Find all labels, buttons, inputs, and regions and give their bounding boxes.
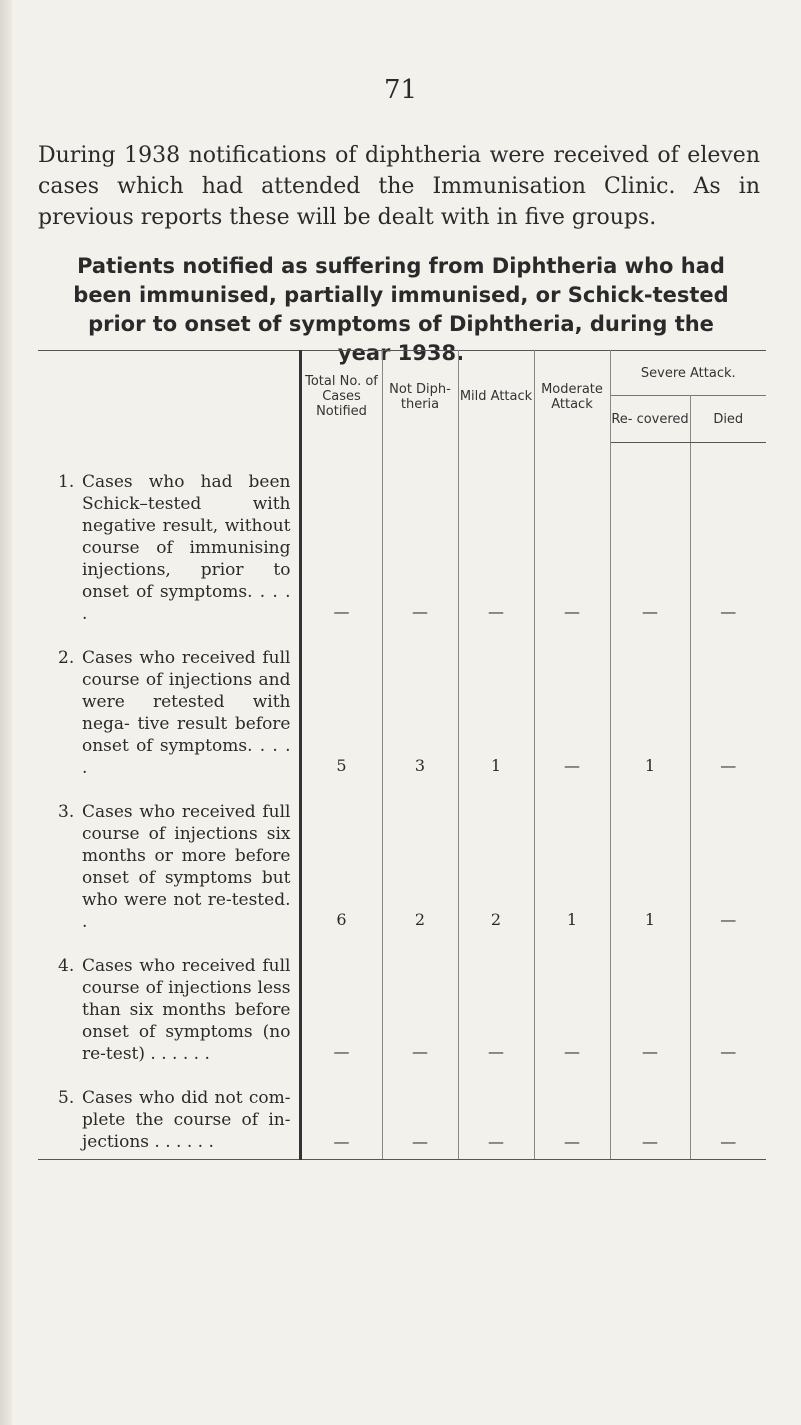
page-number: 71 [383, 75, 418, 105]
cell-total: 6 [300, 783, 382, 937]
cell-died: — [690, 1069, 766, 1160]
cell-not-diphtheria: — [382, 443, 458, 629]
cell-died: — [720, 1041, 737, 1061]
row-label-text: Cases who received full course of injections six months or more before onset of symptoms but who were not re-tested. . [82, 801, 291, 932]
cell-recovered: — [610, 937, 690, 1069]
page-binding-edge [0, 0, 12, 1425]
table-row [38, 783, 766, 937]
row-number: 5. [58, 1087, 75, 1108]
cell-moderate: — [534, 1069, 610, 1160]
diphtheria-cases-table [38, 350, 766, 1160]
cell-total: — [300, 937, 382, 1069]
cell-recovered: — [610, 443, 690, 629]
cell-died: — [720, 601, 737, 621]
cell-recovered: — [610, 1069, 690, 1160]
table-row [38, 443, 766, 629]
cell-mild: 2 [458, 783, 534, 937]
cell-not-diphtheria: 3 [382, 629, 458, 783]
cell-moderate: — [534, 937, 610, 1069]
intro-paragraph: During 1938 notifications of diphtheria were received of eleven cases which had attended the Immunisation Clinic. As in previous reports these will be dealt with in five groups. [38, 143, 760, 230]
cell-mild: 1 [458, 629, 534, 783]
header-severe-attack: Severe Attack. [610, 351, 766, 396]
row-label [38, 783, 300, 937]
cell-moderate: 1 [534, 783, 610, 937]
row-label [38, 443, 300, 629]
cell-total: — [300, 1069, 382, 1160]
row-label-text: Cases who did not com- plete the course of in- jections . . . . . . [82, 1087, 291, 1152]
header-moderate-attack: Moderate Attack [534, 351, 610, 443]
cell-died: — [720, 909, 737, 929]
header-total: Total No. of Cases Notified [300, 351, 382, 443]
cell-total: 5 [300, 629, 382, 783]
cell-not-diphtheria: — [382, 937, 458, 1069]
row-label-text: Cases who received full course of injections less than six months before onset of symptoms (no re-test) . . . . . . [82, 955, 291, 1064]
cell-not-diphtheria: 2 [382, 783, 458, 937]
cell-not-diphtheria: — [382, 1069, 458, 1160]
cell-moderate: — [534, 629, 610, 783]
header-blank [38, 351, 300, 443]
header-recovered: Re- covered [610, 396, 690, 443]
cell-recovered: 1 [610, 629, 690, 783]
cell-total: — [300, 443, 382, 629]
cell-mild: — [458, 937, 534, 1069]
row-number: 4. [58, 955, 75, 976]
cell-recovered: 1 [610, 783, 690, 937]
row-number: 1. [58, 471, 75, 492]
table-row [38, 937, 766, 1069]
header-died: Died [690, 396, 766, 443]
cell-moderate: — [534, 443, 610, 629]
row-label [38, 629, 300, 783]
row-label [38, 937, 300, 1069]
row-label [38, 1069, 300, 1160]
cell-died: — [720, 755, 737, 775]
cell-mild: — [458, 1069, 534, 1160]
header-mild-attack: Mild Attack [458, 351, 534, 443]
table-heading: Patients notified as suffering from Diphtheria who had been immunised, partially immunised, or Schick-tested prior to onset of symptoms of Diphtheria, during the year 1938. [73, 254, 729, 365]
table-row [38, 1069, 766, 1160]
cell-mild: — [458, 443, 534, 629]
row-number: 3. [58, 801, 75, 822]
header-not-diphtheria: Not Diph- theria [382, 351, 458, 443]
row-number: 2. [58, 647, 75, 668]
table-row [38, 629, 766, 783]
row-label-text: Cases who received full course of injections and were retested with nega- tive result before onset of symptoms. . . . . [82, 647, 291, 778]
row-label-text: Cases who had been Schick–tested with negative result, without course of immunising injections, prior to onset of symptoms. . . . . [82, 471, 291, 624]
